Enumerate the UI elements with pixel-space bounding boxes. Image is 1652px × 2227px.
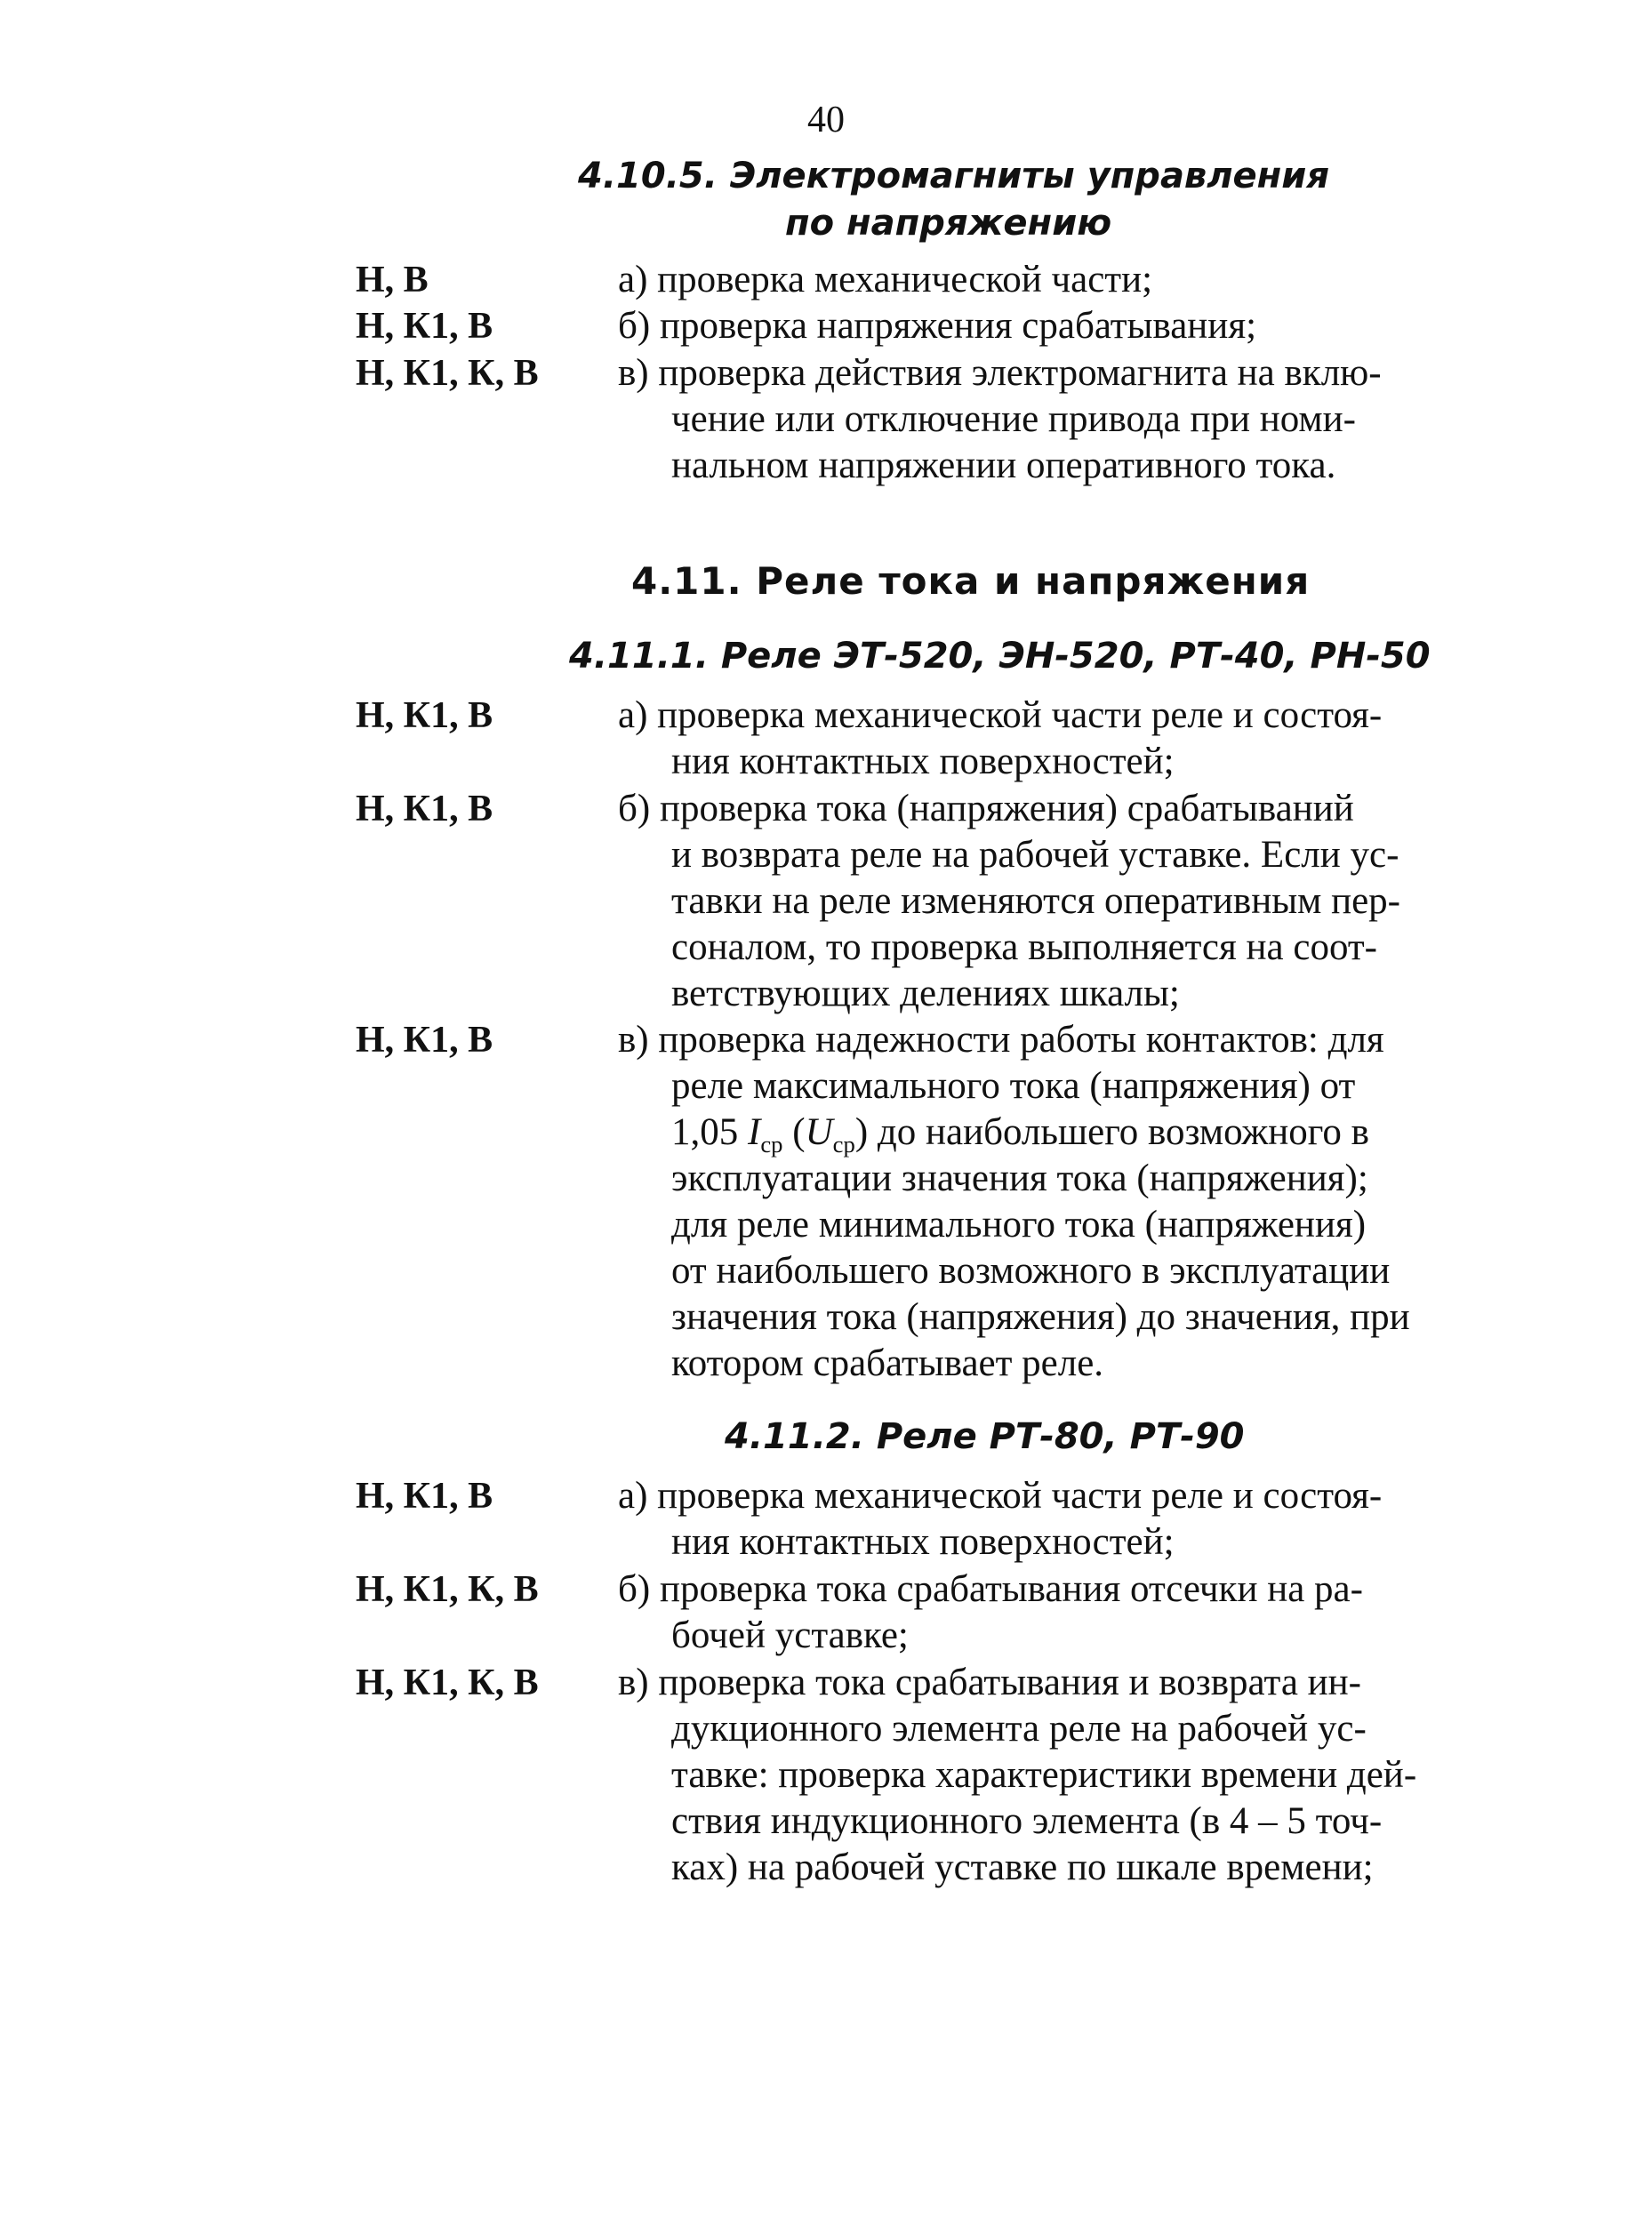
page-number: 40	[807, 100, 845, 140]
item-text: дукционного элемента реле на рабочей ус-	[671, 1708, 1367, 1750]
formula-coefficient: 1,05	[671, 1111, 739, 1153]
item-code: Н, К1, К, В	[356, 353, 539, 394]
item-text: ния контактных поверхностей;	[671, 741, 1175, 782]
formula-line	[671, 1110, 1369, 1158]
item-text: в) проверка надежности работы контактов: для	[618, 1019, 1384, 1061]
item-code: Н, К1, В	[356, 695, 493, 736]
heading-4-11-1: 4.11.1. Реле ЭТ-520, ЭН-520, РТ-40, РН-50	[569, 636, 1431, 677]
item-text: в) проверка действия электромагнита на вклю-	[618, 352, 1382, 394]
item-text: реле максимального тока (напряжения) от	[671, 1065, 1356, 1107]
item-code: Н, К1, В	[356, 789, 493, 829]
current-symbol: I	[748, 1111, 761, 1153]
item-text: чение или отключение привода при номи-	[671, 398, 1356, 440]
item-text: для реле минимального тока (напряжения)	[671, 1204, 1367, 1246]
item-text: ках) на рабочей уставке по шкале времени;	[671, 1846, 1374, 1888]
item-text: соналом, то проверка выполняется на соот-	[671, 926, 1377, 968]
item-text: ния контактных поверхностей;	[671, 1521, 1175, 1563]
item-text: тавке: проверка характеристики времени дей-	[671, 1754, 1417, 1796]
heading-4-10-5-line1: 4.10.5. Электромагниты управления	[578, 156, 1330, 196]
item-code: Н, В	[356, 260, 429, 300]
item-text: эксплуатации значения тока (напряжения);	[671, 1158, 1368, 1199]
item-text: значения тока (напряжения) до значения, при	[671, 1296, 1410, 1338]
item-text: тавки на реле изменяются оперативным пер-	[671, 880, 1401, 922]
item-code: Н, К1, В	[356, 1020, 493, 1061]
item-code: Н, К1, В	[356, 1476, 493, 1517]
item-text: б) проверка тока срабатывания отсечки на ра-	[618, 1568, 1363, 1610]
item-text: ствия индукционного элемента (в 4 – 5 точ-	[671, 1800, 1383, 1842]
item-text: бочей уставке;	[671, 1614, 909, 1656]
item-code: Н, К1, В	[356, 306, 493, 347]
item-text: а) проверка механической части реле и состоя-	[618, 1475, 1383, 1517]
item-text: а) проверка механической части;	[618, 259, 1153, 300]
heading-4-10-5-line2: по напряжению	[785, 203, 1112, 244]
item-code: Н, К1, К, В	[356, 1569, 539, 1610]
item-text: б) проверка тока (напряжения) срабатываний	[618, 788, 1354, 829]
heading-4-11: 4.11. Реле тока и напряжения	[631, 559, 1311, 603]
item-text: и возврата реле на рабочей уставке. Если ус-	[671, 834, 1399, 876]
current-subscript: ср	[760, 1131, 783, 1158]
item-code: Н, К1, К, В	[356, 1662, 539, 1703]
voltage-symbol: U	[805, 1111, 833, 1153]
item-text: ветствующих делениях шкалы;	[671, 973, 1180, 1014]
item-text: от наибольшего возможного в эксплуатации	[671, 1250, 1391, 1292]
paren-open: (	[792, 1111, 806, 1153]
item-text: нальном напряжении оперативного тока.	[671, 445, 1336, 486]
item-text: а) проверка механической части реле и состоя-	[618, 694, 1383, 736]
voltage-subscript: ср	[832, 1131, 855, 1158]
heading-4-11-2: 4.11.2. Реле РТ-80, РТ-90	[725, 1416, 1245, 1457]
item-text: котором срабатывает реле.	[671, 1342, 1104, 1384]
item-text: б) проверка напряжения срабатывания;	[618, 305, 1257, 347]
formula-rest: ) до наибольшего возможного в	[854, 1111, 1369, 1153]
item-text: в) проверка тока срабатывания и возврата ин-	[618, 1662, 1362, 1703]
